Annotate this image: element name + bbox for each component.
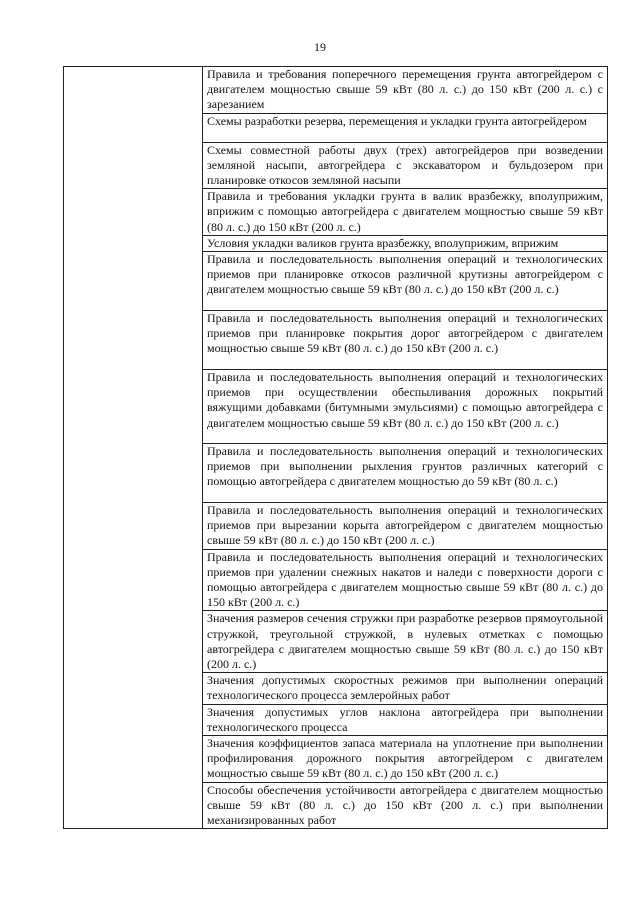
table-cell: Значения размеров сечения стружки при разработке резервов прямоугольной стружкой, треугольной стружкой, в нулевых отметках с помощью автогрейдера с двигателем мощностью свыше 59 кВт (80 л. с.) до 150 кВт (200 л. с.) [203,611,608,673]
label-cell [64,67,203,829]
table-cell: Правила и последовательность выполнения операций и технологических приемов при удалении снежных накатов и наледи с поверхности дороги с помощью автогрейдера с двигателем мощностью свыше 59 кВт (80 л. с.) до 150 кВт (200 л. с.) [203,549,608,611]
table-cell: Значения допустимых углов наклона автогрейдера при выполнении технологического процесса [203,704,608,735]
table-cell: Схемы совместной работы двух (трех) автогрейдеров при возведении земляной насыпи, автогрейдера с экскаватором и бульдозером при планировке откосов земляной насыпи [203,142,608,189]
table-cell: Правила и последовательность выполнения операций и технологических приемов при вырезании корыта автогрейдером с двигателем мощностью свыше 59 кВт (80 л. с.) до 150 кВт (200 л. с.) [203,503,608,550]
table-cell: Правила и последовательность выполнения операций и технологических приемов при планировке покрытия дорог автогрейдером с двигателем мощностью свыше 59 кВт (80 л. с.) до 150 кВт (200 л. с.) [203,311,608,370]
table-cell: Значения коэффициентов запаса материала на уплотнение при выполнении профилирования дорожного покрытия автогрейдером с двигателем мощностью свыше 59 кВт (80 л. с.) до 150 кВт (200 л. с.) [203,736,608,783]
table-cell: Схемы разработки резерва, перемещения и укладки грунта автогрейдером [203,113,608,142]
page-number: 19 [314,40,326,54]
table-cell: Правила и последовательность выполнения операций и технологических приемов при осуществлении обеспыливания дорожных покрытий вяжущими добавками (битумными эмульсиями) с помощью автогрейдера с двигателем мощностью свыше 59 кВт (80 л. с.) до 150 кВт (200 л. с.) [203,370,608,444]
table-cell: Правила и последовательность выполнения операций и технологических приемов при выполнении рыхления грунтов различных категорий с помощью автогрейдера с двигателем мощностью до 59 кВт (80 л. с.) [203,444,608,503]
requirements-table [63,66,608,829]
table-cell: Условия укладки валиков грунта вразбежку, вполуприжим, вприжим [203,235,608,251]
table-cell: Правила и последовательность выполнения операций и технологических приемов при планировке откосов различной крутизны автогрейдером с двигателем мощностью свыше 59 кВт (80 л. с.) до 150 кВт (200 л. с.) [203,252,608,311]
table-cell: Правила и требования укладки грунта в валик вразбежку, вполуприжим, вприжим с помощью автогрейдера с двигателем мощностью свыше 59 кВт (80 л. с.) до 150 кВт (200 л. с.) [203,189,608,236]
table-row [64,67,608,114]
table-cell: Значения допустимых скоростных режимов при выполнении операций технологического процесса землеройных работ [203,673,608,704]
table-cell: Способы обеспечения устойчивости автогрейдера с двигателем мощностью свыше 59 кВт (80 л. с.) до 150 кВт (200 л. с.) при выполнении механизированных работ [203,782,608,829]
table-cell: Правила и требования поперечного перемещения грунта автогрейдером с двигателем мощностью свыше 59 кВт (80 л. с.) до 150 кВт (200 л. с.) с зарезанием [203,67,608,114]
